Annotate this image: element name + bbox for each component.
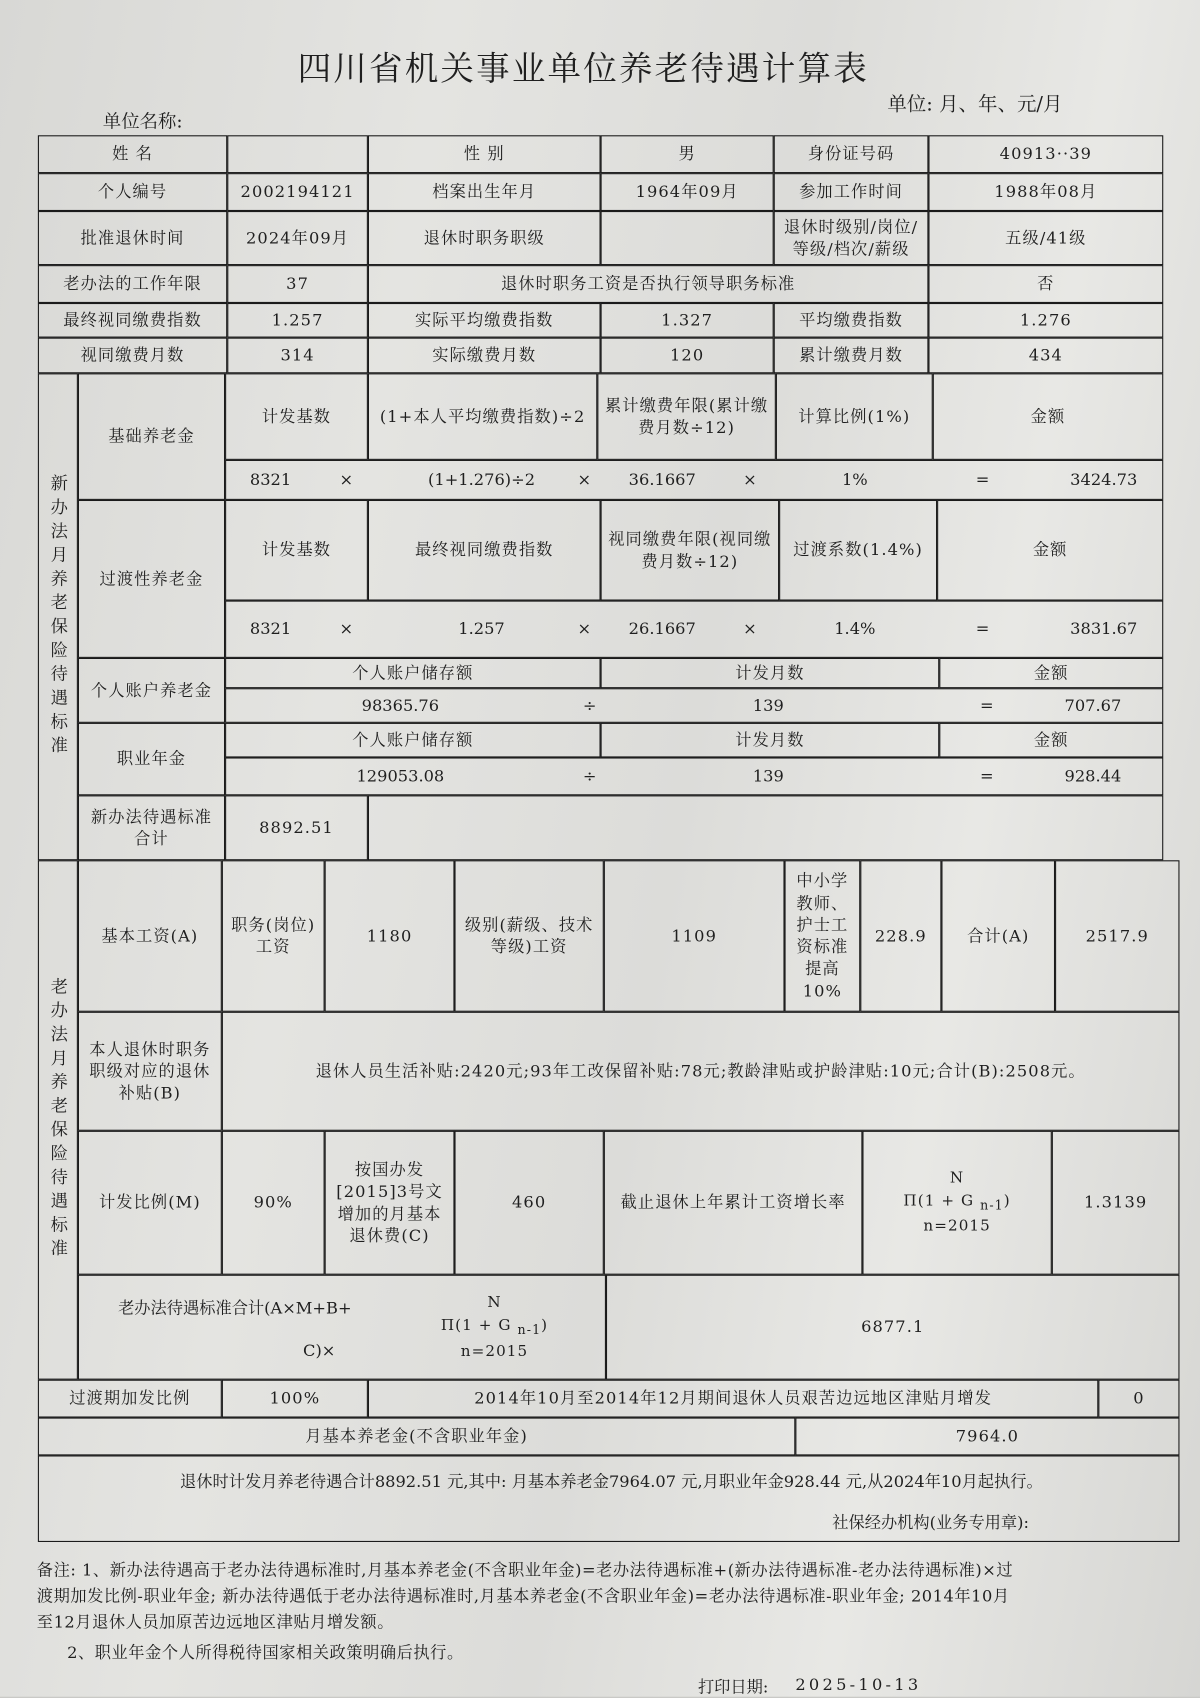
transition-pension-header: 金额: [937, 500, 1163, 601]
occupational-annuity-header: 计发月数: [601, 723, 940, 758]
form-title: 四川省机关事业单位养老待遇计算表: [297, 49, 869, 89]
new-law-blank: [368, 795, 1163, 860]
note-line: 至12月退休人员加原苦边远地区津贴月增发额。: [36, 1612, 394, 1632]
work-start-value: 1988年08月: [928, 173, 1163, 211]
birth-label: 档案出生年月: [368, 173, 601, 211]
extra-value: 460: [454, 1131, 603, 1275]
gender-value: 男: [601, 135, 774, 173]
sum-a-value: 2517.9: [1055, 860, 1179, 1011]
personal-no-label: 个人编号: [38, 173, 227, 211]
grade-salary-label: 级别(薪级、技术等级)工资: [454, 860, 603, 1011]
actual-months-label: 实际缴费月数: [368, 338, 601, 374]
leader-standard-value: 否: [928, 265, 1163, 303]
remote-subsidy-label: 2014年10月至2014年12月期间退休人员艰苦边远地区津贴月增发: [368, 1380, 1098, 1418]
avg-index-label: 平均缴费指数: [774, 303, 929, 338]
formula-product: Π(1 + G: [903, 1192, 975, 1210]
grade-salary-value: 1109: [604, 860, 785, 1011]
summary-text: 退休时计发月养老待遇合计8892.51 元,其中: 月基本养老金7964.07 元,月职业年金928.44 元,从2024年10月起执行。: [180, 1471, 1043, 1491]
unit-name-label: 单位名称:: [102, 111, 183, 134]
formula-subscript: n-1: [517, 1322, 542, 1338]
new-law-section-label: 新办法月养老保险待遇标准: [38, 373, 78, 860]
formula-upper: N: [487, 1294, 502, 1312]
total-months-value: 434: [928, 338, 1163, 374]
teacher-raise-value: 228.9: [860, 860, 941, 1011]
work-start-label: 参加工作时间: [774, 173, 929, 211]
operator: ÷: [582, 766, 597, 787]
deemed-months-value: 314: [227, 338, 368, 374]
product-formula: [903, 1167, 1010, 1238]
retire-time-label: 批准退休时间: [38, 211, 227, 265]
occupational-annuity-header: 金额: [939, 723, 1163, 758]
note-line: 2、职业年金个人所得税待国家相关政策明确后执行。: [67, 1642, 464, 1663]
occupational-annuity-value: 129053.08: [356, 766, 445, 787]
operator: ×: [577, 619, 592, 639]
operator: =: [980, 766, 994, 787]
retire-level-value: 五级/41级: [928, 211, 1163, 265]
personal-no-value: 2002194121: [227, 173, 368, 211]
basic-pension-value: (1+1.276)÷2: [428, 470, 536, 490]
post-salary-value: 1180: [325, 860, 455, 1011]
new-law-total-label: 新办法待遇标准合计: [78, 795, 225, 860]
name-label: 姓 名: [38, 135, 227, 173]
transition-pension-value: 26.1667: [628, 619, 696, 639]
new-law-total-value: 8892.51: [225, 795, 368, 860]
transition-pension-header: 过渡系数(1.4%): [779, 500, 937, 601]
actual-avg-index-value: 1.327: [601, 303, 774, 338]
deemed-months-label: 视同缴费月数: [38, 338, 227, 374]
occupational-annuity-value: 928.44: [1064, 766, 1122, 787]
retire-level-label: 退休时级别/岗位/等级/档次/薪级: [774, 211, 929, 265]
formula-product: Π(1 + G: [440, 1317, 512, 1335]
name-value: [227, 135, 368, 173]
occupational-annuity-header: 个人账户储存额: [225, 723, 600, 758]
transition-pension-value: 8321: [249, 619, 292, 639]
print-date: 2025-10-13: [795, 1675, 922, 1695]
old-law-section-label: 老办法月养老保险待遇标准: [38, 860, 78, 1379]
basic-pension-header: 计算比例(1%): [776, 373, 933, 460]
birth-value: 1964年09月: [601, 173, 774, 211]
agency-stamp-label: 社保经办机构(业务专用章):: [832, 1512, 1029, 1533]
formula-subscript: n-1: [980, 1197, 1004, 1213]
operator: ×: [743, 470, 757, 490]
total-months-label: 累计缴费月数: [774, 338, 929, 374]
final-deemed-index-value: 1.257: [227, 303, 368, 338]
old-law-total-value: 6877.1: [606, 1275, 1180, 1380]
ratio-label: 计发比例(M): [78, 1131, 222, 1275]
basic-pension-value: 1%: [841, 470, 868, 490]
leader-standard-label: 退休时职务工资是否执行领导职务标准: [368, 265, 929, 303]
extra-label: 按国办发[2015]3号文增加的月基本退休费(C): [325, 1131, 455, 1275]
actual-months-value: 120: [601, 338, 774, 374]
operator: =: [975, 470, 990, 490]
unit-label: 单位: 月、年、元/月: [887, 93, 1063, 116]
sum-a-label: 合计(A): [941, 860, 1055, 1011]
gender-label: 性 别: [368, 135, 601, 173]
teacher-raise-label: 中小学教师、护士工资标准提高10%: [785, 860, 861, 1011]
monthly-basic-label: 月基本养老金(不含职业年金): [38, 1418, 795, 1456]
transition-pension-label: 过渡性养老金: [78, 500, 225, 658]
old-years-value: 37: [227, 265, 368, 303]
id-value: 40913··39: [928, 135, 1163, 173]
old-law-total-formula: [392, 1279, 598, 1376]
actual-avg-index-label: 实际平均缴费指数: [368, 303, 601, 338]
formula-close: ): [541, 1317, 549, 1335]
operator: ×: [577, 470, 592, 490]
basic-pension-header: 金额: [933, 373, 1163, 460]
old-law-total-label-line2: C)×: [303, 1340, 336, 1361]
formula-lower: n=2015: [923, 1217, 991, 1235]
basic-pension-label: 基础养老金: [78, 373, 225, 500]
growth-label: 截止退休上年累计工资增长率: [604, 1131, 863, 1275]
personal-account-value: 139: [752, 695, 784, 716]
note-line: 备注: 1、新办法待遇高于老办法待遇标准时,月基本养老金(不含职业年金)=老办法待遇标准+(新办法待遇标准-老办法待遇标准)×过: [36, 1560, 1014, 1580]
transition-ratio-label: 过渡期加发比例: [38, 1380, 222, 1418]
operator: ×: [743, 619, 757, 639]
growth-value: 1.3139: [1052, 1131, 1180, 1275]
ratio-value: 90%: [222, 1131, 325, 1275]
basic-pension-value: 3424.73: [1070, 470, 1138, 490]
formula-lower: n=2015: [460, 1342, 529, 1360]
transition-pension-value: 1.257: [458, 619, 505, 639]
old-years-label: 老办法的工作年限: [38, 265, 227, 303]
basic-pension-header: 累计缴费年限(累计缴费月数÷12): [597, 373, 776, 460]
basic-pension-header: (1+本人平均缴费指数)÷2: [368, 373, 597, 460]
id-label: 身份证号码: [774, 135, 929, 173]
retire-rank-value: [601, 211, 774, 265]
avg-index-value: 1.276: [928, 303, 1163, 338]
operator: ÷: [582, 695, 597, 716]
personal-account-header: 个人账户储存额: [225, 658, 600, 688]
operator: =: [975, 619, 990, 639]
transition-pension-header: 计发基数: [225, 500, 368, 601]
print-date-label: 打印日期:: [697, 1677, 769, 1697]
transition-pension-value: 1.4%: [834, 619, 876, 639]
retire-rank-label: 退休时职务职级: [368, 211, 601, 265]
retire-time-value: 2024年09月: [227, 211, 368, 265]
subsidy-label: 本人退休时职务职级对应的退休补贴(B): [78, 1012, 222, 1131]
operator: ×: [339, 470, 354, 490]
remote-subsidy-value: 0: [1098, 1380, 1179, 1418]
basic-salary-label: 基本工资(A): [78, 860, 222, 1011]
transition-pension-header: 视同缴费年限(视同缴费月数÷12): [601, 500, 780, 601]
personal-account-label: 个人账户养老金: [78, 658, 225, 723]
transition-pension-header: 最终视同缴费指数: [368, 500, 601, 601]
post-salary-label: 职务(岗位)工资: [222, 860, 325, 1011]
occupational-annuity-value: 139: [752, 766, 784, 787]
transition-ratio-value: 100%: [222, 1380, 368, 1418]
basic-pension-header: 计发基数: [225, 373, 368, 460]
operator: ×: [339, 619, 354, 639]
transition-pension-value: 3831.67: [1070, 619, 1138, 639]
operator: =: [980, 695, 994, 716]
formula-close: ): [1003, 1192, 1011, 1210]
subsidy-text: 退休人员生活补贴:2420元;93年工改保留补贴:78元;教龄津贴或护龄津贴:10元;合计(B):2508元。: [222, 1012, 1180, 1131]
basic-pension-value: 8321: [249, 470, 292, 490]
growth-formula: [862, 1131, 1051, 1275]
personal-account-header: 金额: [939, 658, 1163, 688]
basic-pension-value: 36.1667: [628, 470, 696, 490]
note-line: 渡期加发比例-职业年金; 新办法待遇低于老办法待遇标准时,月基本养老金(不含职业年金)=老办法待遇标准-职业年金; 2014年10月: [36, 1586, 1010, 1606]
personal-account-value: 707.67: [1064, 695, 1122, 716]
product-formula: [441, 1292, 548, 1363]
monthly-basic-value: 7964.0: [795, 1418, 1179, 1456]
old-law-total-label-line1: 老办法待遇标准合计(A×M+B+: [118, 1298, 352, 1318]
personal-account-header: 计发月数: [601, 658, 940, 688]
occupational-annuity-label: 职业年金: [78, 723, 225, 796]
final-deemed-index-label: 最终视同缴费指数: [38, 303, 227, 338]
formula-upper: N: [949, 1169, 965, 1187]
personal-account-value: 98365.76: [361, 695, 440, 716]
